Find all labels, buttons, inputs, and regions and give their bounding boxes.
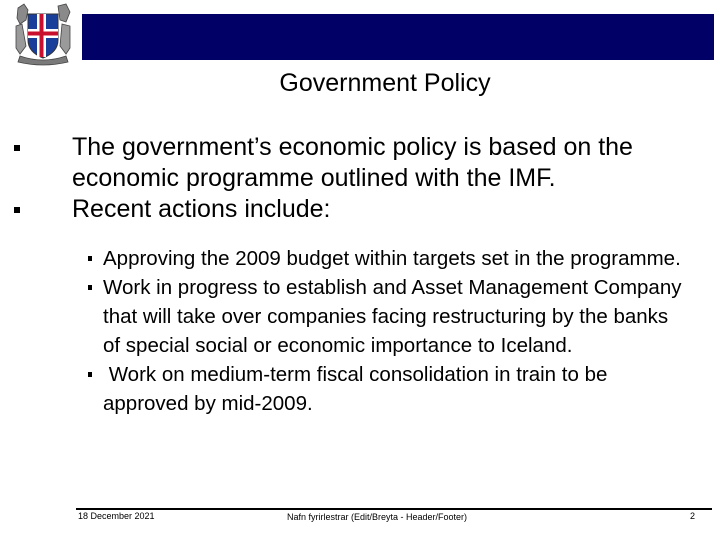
crest-eagle	[17, 4, 28, 24]
header-bar	[82, 14, 714, 60]
bullet-square-icon	[14, 207, 20, 213]
bullet-square-icon	[88, 256, 92, 261]
list-item	[14, 132, 694, 194]
list-item	[14, 194, 694, 225]
bullet-square-icon	[14, 145, 20, 151]
bullet-square-icon	[88, 285, 92, 290]
bullet-text: Approving the 2009 budget within targets set in the programme.	[103, 247, 681, 270]
footer-divider	[76, 508, 712, 510]
list-item	[88, 244, 688, 273]
slide-title: Government Policy	[279, 69, 491, 97]
bullet-text: Work on medium-term fiscal consolidation in train to be approved by mid-2009.	[103, 363, 614, 415]
page-number: 2	[690, 511, 696, 521]
footer-title: Nafn fyrirlestrar (Edit/Breyta - Header/Footer)	[287, 512, 468, 522]
bullet-text: Recent actions include:	[72, 195, 331, 223]
crest-giant	[60, 24, 70, 54]
bullet-text: Work in progress to establish and Asset Management Company that will take over companies facing restructuring by the banks of special social or economic importance to Iceland.	[103, 276, 682, 357]
bullet-list-level2	[88, 244, 688, 418]
list-item	[88, 273, 688, 360]
crest-dragon	[58, 4, 70, 22]
iceland-coat-of-arms-icon	[14, 2, 72, 66]
footer-date: 18 December 2021	[78, 511, 155, 521]
bullet-text: The government’s economic policy is based on the economic programme outlined with the IMF.	[72, 133, 633, 192]
bullet-square-icon	[88, 372, 92, 377]
bullet-list-level1	[14, 132, 694, 225]
list-item	[88, 360, 688, 418]
crest-bull	[16, 24, 26, 54]
